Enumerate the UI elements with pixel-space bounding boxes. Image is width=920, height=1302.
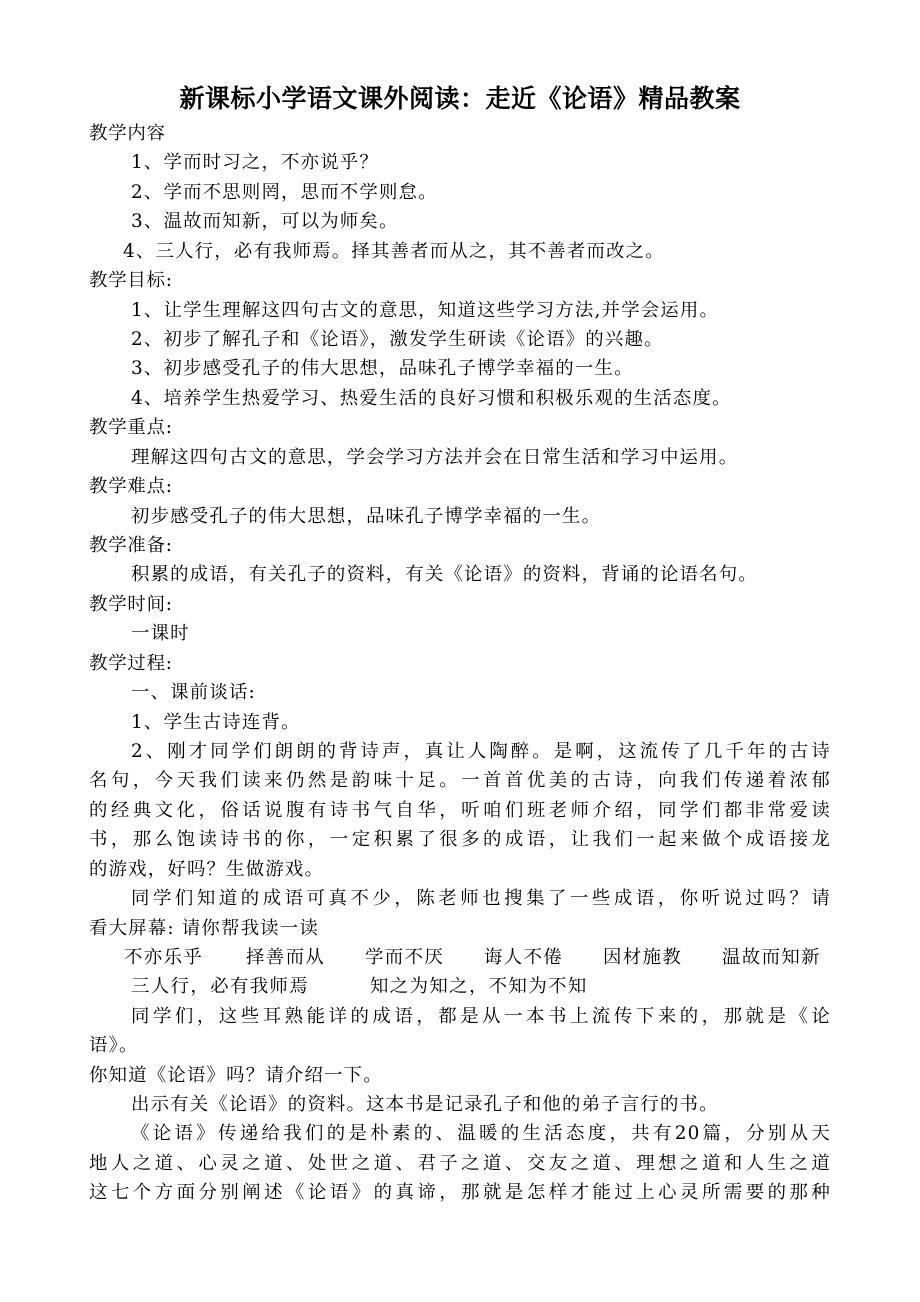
- paragraph-line: 的经典文化，俗话说腹有诗书气自华，听咱们班老师介绍，同学们都非常爱读: [89, 800, 831, 821]
- process-heading: 教学过程:: [89, 653, 173, 674]
- idiom-row: [0, 972, 920, 1002]
- idiom: 温故而知新: [722, 947, 821, 968]
- paragraph-line: 看大屏幕: 请你帮我读一读: [89, 918, 319, 939]
- time-heading: 教学时间:: [89, 594, 173, 615]
- paragraph-line: 名句，今天我们读来仍然是韵味十足。一首首优美的古诗，向我们传递着浓郁: [89, 770, 831, 791]
- paragraph-line: 书，那么饱读诗书的你，一定积累了很多的成语，让我们一起来做个成语接龙: [89, 829, 831, 850]
- time-text: 一课时: [131, 623, 190, 644]
- paragraph-line: 2、刚才同学们朗朗的背诗声，真让人陶醉。是啊，这流传了几千年的古诗: [131, 741, 831, 762]
- content-item: 1、学而时习之，不亦说乎？: [131, 152, 379, 173]
- content-item: 2、学而不思则罔，思而不学则怠。: [131, 182, 438, 203]
- paragraph-line: 你知道《论语》吗？请介绍一下。: [89, 1065, 383, 1086]
- goals-heading: 教学目标:: [89, 270, 173, 291]
- paragraph-line: 这七个方面分别阐述《论语》的真谛，那就是怎样才能过上心灵所需要的那种: [89, 1182, 831, 1203]
- paragraph-line: 出示有关《论语》的资料。这本书是记录孔子和他的弟子言行的书。: [131, 1094, 719, 1115]
- process-section-heading: 一、课前谈话:: [131, 682, 256, 703]
- difficulty-heading: 教学难点:: [89, 476, 173, 497]
- difficulty-text: 初步感受孔子的伟大思想，品味孔子博学幸福的一生。: [131, 506, 602, 527]
- paragraph-line: 地人之道、心灵之道、处世之道、君子之道、交友之道、理想之道和人生之道: [89, 1153, 831, 1174]
- goal-item: 4、培养学生热爱学习、热爱生活的良好习惯和积极乐观的生活态度。: [131, 388, 732, 409]
- content-item: 3、温故而知新，可以为师矣。: [131, 211, 399, 232]
- paragraph-line: 同学们知道的成语可真不少，陈老师也搜集了一些成语，你听说过吗？请: [131, 888, 831, 909]
- focus-text: 理解这四句古文的意思，学会学习方法并会在日常生活和学习中运用。: [131, 447, 739, 468]
- goal-item: 3、初步感受孔子的伟大思想，品味孔子博学幸福的一生。: [131, 358, 634, 379]
- goal-item: 2、初步了解孔子和《论语》，激发学生研读《论语》的兴趣。: [131, 329, 664, 350]
- idiom-row: [0, 943, 920, 973]
- page-title: 新课标小学语文课外阅读：走近《论语》精品教案: [179, 84, 741, 113]
- idiom: 不亦乐乎: [124, 947, 204, 968]
- idiom: 因材施教: [603, 947, 683, 968]
- content-heading: 教学内容: [89, 123, 166, 144]
- idiom: 知之为知之，不知为不知: [370, 976, 588, 997]
- goal-item: 1、让学生理解这四句古文的意思，知道这些学习方法,并学会运用。: [131, 300, 720, 321]
- process-step: 1、学生古诗连背。: [131, 712, 301, 733]
- paragraph-line: 《论语》传递给我们的是朴素的、温暖的生活态度，共有20篇，分别从天: [131, 1123, 831, 1144]
- idiom: 三人行，必有我师焉: [131, 976, 310, 997]
- focus-heading: 教学重点:: [89, 417, 173, 438]
- prep-heading: 教学准备:: [89, 535, 173, 556]
- prep-text: 积累的成语，有关孔子的资料，有关《论语》的资料，背诵的论语名句。: [131, 564, 758, 585]
- idiom: 学而不厌: [365, 947, 445, 968]
- idiom: 择善而从: [246, 947, 326, 968]
- idiom: 诲人不倦: [484, 947, 564, 968]
- paragraph-line: 语》。: [89, 1035, 139, 1056]
- content-item: 4、三人行，必有我师焉。择其善者而从之，其不善者而改之。: [123, 241, 665, 262]
- paragraph-line: 的游戏，好吗？生做游戏。: [89, 859, 325, 880]
- paragraph-line: 同学们，这些耳熟能详的成语，都是从一本书上流传下来的，那就是《论: [131, 1006, 831, 1027]
